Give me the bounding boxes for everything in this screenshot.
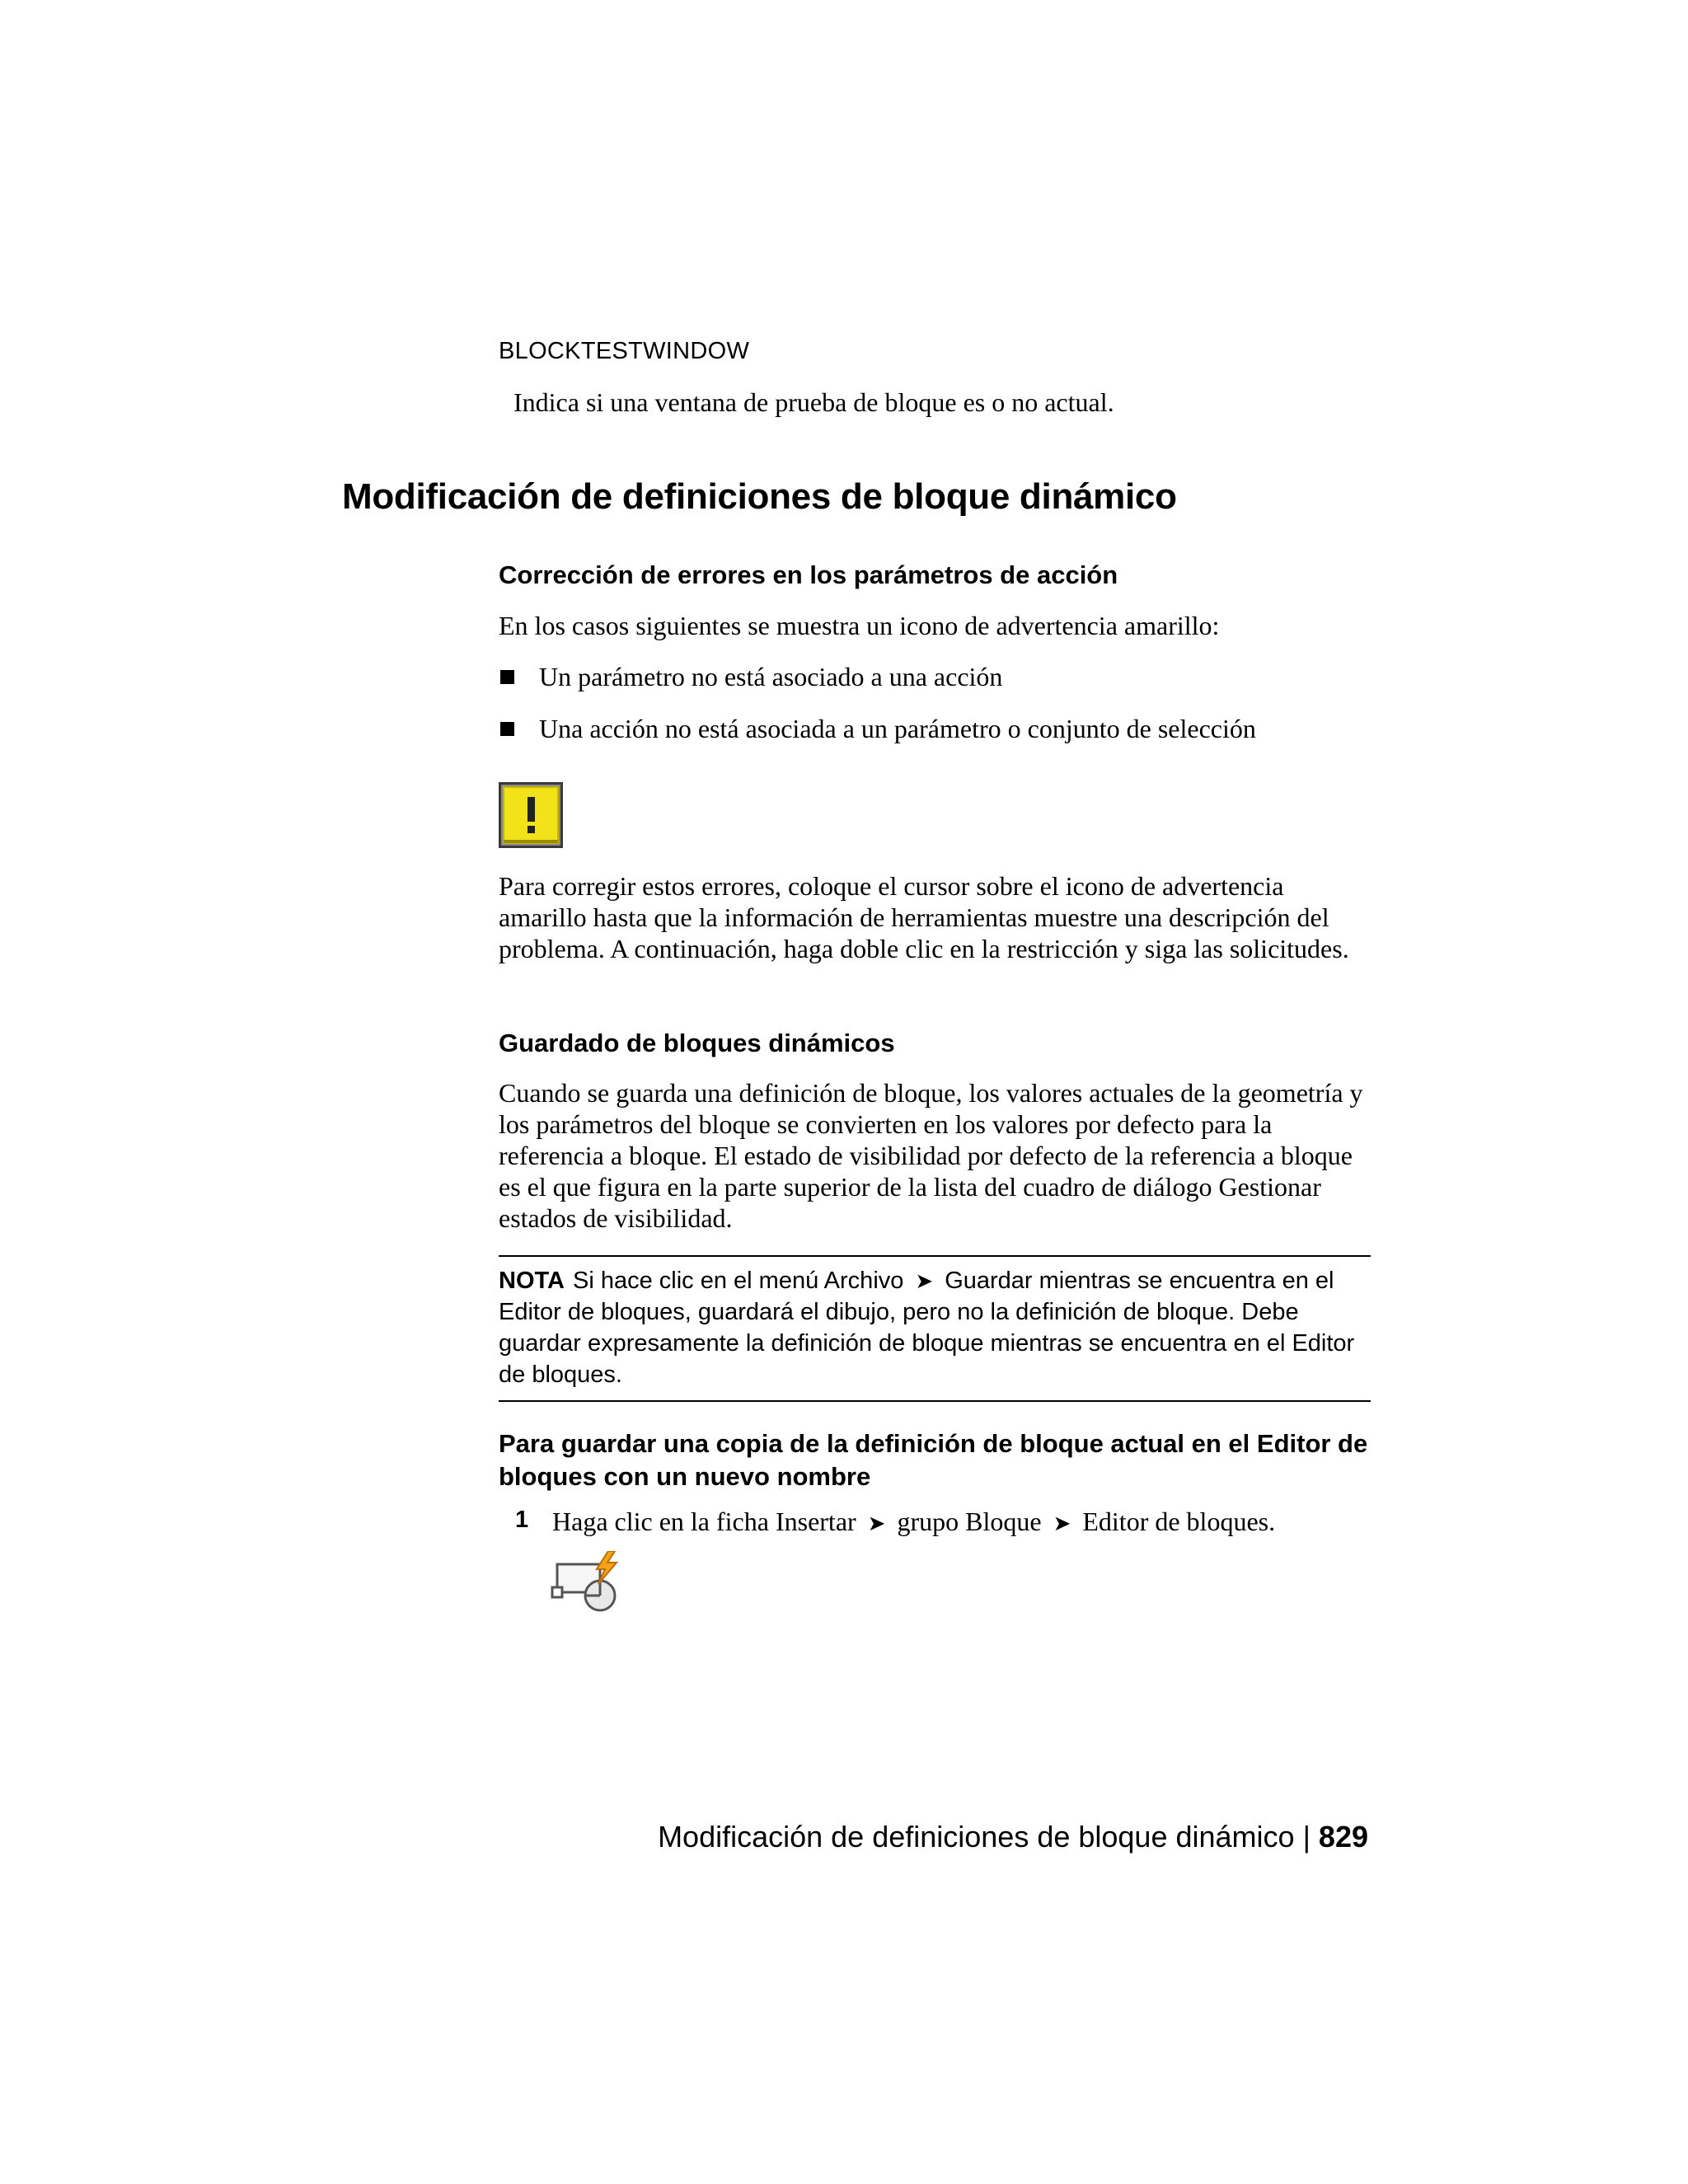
list-item-text: Un parámetro no está asociado a una acción xyxy=(539,662,1003,691)
procedure-step xyxy=(515,1507,1275,1537)
note-text-part2: Guardar mientras se encuentra en el Editor de bloques, guardará el dibujo, pero no la definición de bloque. Debe guardar expresamente la definición de bloque mientras se encuentra en el Editor de bloques. xyxy=(499,1268,1355,1388)
arrow-icon: ➤ xyxy=(1053,1511,1071,1535)
section-title: Modificación de definiciones de bloque dinámico xyxy=(342,476,1177,517)
list-item xyxy=(499,714,1256,744)
warning-icon xyxy=(499,782,563,848)
page-footer xyxy=(658,1820,1368,1854)
step-text-part3: Editor de bloques. xyxy=(1082,1507,1276,1536)
note-label: NOTA xyxy=(499,1268,565,1294)
page-number: 829 xyxy=(1318,1820,1368,1854)
step-text-part1: Haga clic en la ficha Insertar xyxy=(552,1507,856,1536)
correction-intro: En los casos siguientes se muestra un icono de advertencia amarillo: xyxy=(499,611,1220,640)
correction-fix-text: Para corregir estos errores, coloque el cursor sobre el icono de advertencia amarillo hasta que la información de herramientas muestre una descripción del problema. A continuación, haga doble clic en la restricción y siga las solicitudes. xyxy=(499,871,1349,963)
correction-heading: Corrección de errores en los parámetros de acción xyxy=(499,560,1118,589)
note-text-part1: Si hace clic en el menú Archivo xyxy=(573,1268,904,1294)
footer-separator: | xyxy=(1302,1820,1311,1854)
bullet-marker xyxy=(500,722,514,736)
system-variable-description: Indica si una ventana de prueba de bloque es o no actual. xyxy=(513,387,1114,417)
bullet-marker xyxy=(500,670,514,684)
procedure-heading: Para guardar una copia de la definición de bloque actual en el Editor de bloques con un nuevo nombre xyxy=(499,1429,1368,1491)
step-text xyxy=(552,1507,1275,1537)
step-number: 1 xyxy=(515,1507,529,1533)
note-box xyxy=(499,1255,1371,1402)
arrow-icon: ➤ xyxy=(915,1268,934,1293)
list-item-text: Una acción no está asociada a un parámetro o conjunto de selección xyxy=(539,714,1256,743)
block-editor-icon xyxy=(551,1551,626,1615)
saving-heading: Guardado de bloques dinámicos xyxy=(499,1029,895,1057)
system-variable-name: BLOCKTESTWINDOW xyxy=(499,338,750,364)
step-text-part2: grupo Bloque xyxy=(897,1507,1042,1536)
saving-text: Cuando se guarda una definición de bloque, los valores actuales de la geometría y los parámetros del bloque se convierten en los valores por defecto para la referencia a bloque. El estado de visibilidad por defecto de la referencia a bloque es el que figura en la parte superior de la lista del cuadro de diálogo Gestionar estados de visibilidad. xyxy=(499,1078,1363,1233)
footer-title: Modificación de definiciones de bloque dinámico xyxy=(658,1820,1295,1854)
list-item xyxy=(499,662,1002,692)
arrow-icon: ➤ xyxy=(867,1511,886,1535)
